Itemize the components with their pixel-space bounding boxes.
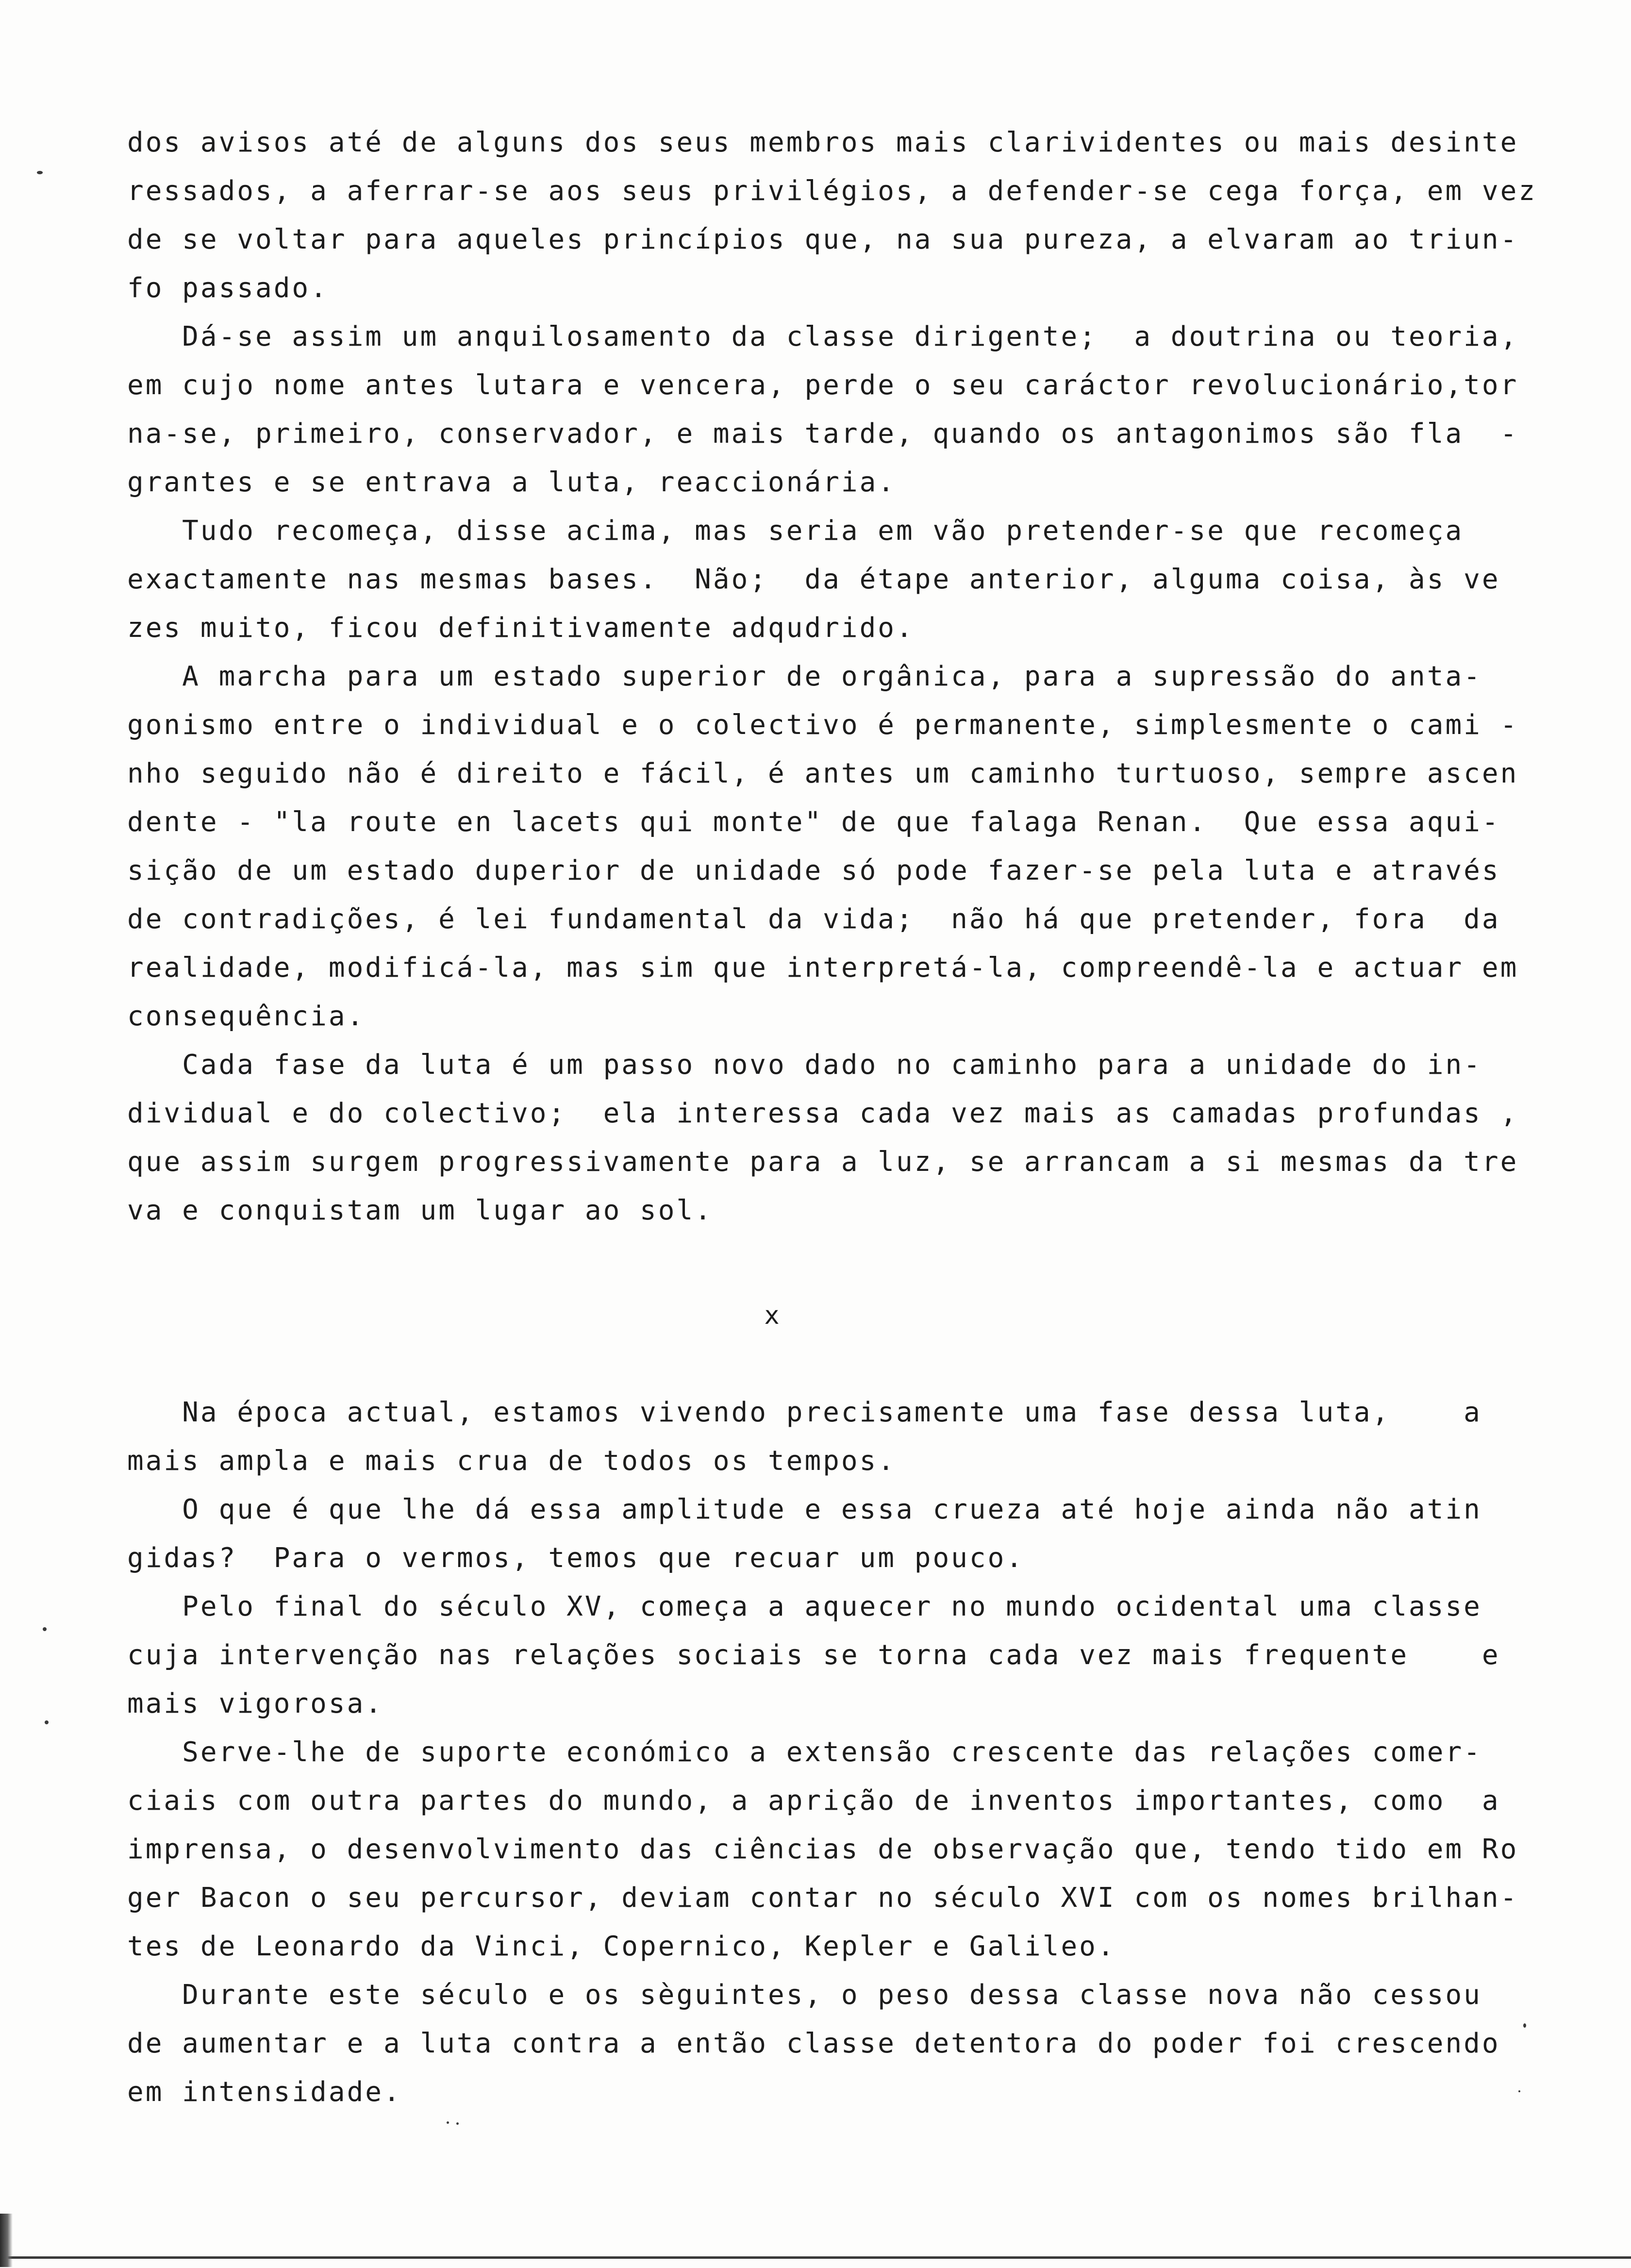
text-line: mais ampla e mais crua de todos os tempos. <box>127 1445 897 1477</box>
text-line: dos avisos até de alguns dos seus membros mais clarividentes ou mais desinte <box>127 127 1519 158</box>
text-line: ciais com outra partes do mundo, a aprição de inventos importantes, como a <box>127 1785 1500 1817</box>
text-line: cuja intervenção nas relações sociais se torna cada vez mais frequente e <box>127 1639 1500 1671</box>
text-line: dividual e do colectivo; ela interessa cada vez mais as camadas profundas , <box>127 1098 1519 1129</box>
scan-speck <box>447 2121 449 2124</box>
text-line: mais vigorosa. <box>127 1688 384 1719</box>
text-line: dente - "la route en lacets qui monte" de que falaga Renan. Que essa aqui- <box>127 806 1500 838</box>
body-text-part-2 <box>127 1388 1519 2117</box>
text-line: va e conquistam um lugar ao sol. <box>127 1195 713 1226</box>
text-line: Tudo recomeça, disse acima, mas seria em vão pretender-se que recomeça <box>127 515 1464 547</box>
scan-speck <box>1523 2023 1526 2028</box>
text-line: gidas? Para o vermos, temos que recuar um pouco. <box>127 1542 1025 1574</box>
scan-speck <box>1518 2090 1520 2092</box>
text-line: realidade, modificá-la, mas sim que interpretá-la, compreendê-la e actuar em <box>127 952 1519 984</box>
text-line: em cujo nome antes lutara e vencera, perde o seu caráctor revolucionário,tor <box>127 369 1519 401</box>
text-line: zes muito, ficou definitivamente adqudrido. <box>127 612 915 644</box>
scan-speck <box>456 2122 459 2125</box>
text-line: imprensa, o desenvolvimento das ciências de observação que, tendo tido em Ro <box>127 1834 1519 1865</box>
text-line: em intensidade. <box>127 2076 402 2108</box>
text-line: que assim surgem progressivamente para a luz, se arrancam a si mesmas da tre <box>127 1146 1519 1178</box>
text-line: O que é que lhe dá essa amplitude e essa crueza até hoje ainda não atin <box>127 1494 1482 1525</box>
text-line: sição de um estado duperior de unidade só pode fazer-se pela luta e através <box>127 855 1500 886</box>
text-line: exactamente nas mesmas bases. Não; da étape anterior, alguma coisa, às ve <box>127 564 1500 595</box>
text-line: tes de Leonardo da Vinci, Copernico, Kepler e Galileo. <box>127 1931 1116 1962</box>
text-line: de se voltar para aqueles princípios que, na sua pureza, a elvaram ao triun- <box>127 224 1519 255</box>
text-line: A marcha para um estado superior de orgânica, para a supressão do anta- <box>127 661 1482 692</box>
text-line: consequência. <box>127 1001 366 1032</box>
text-line: na-se, primeiro, conservador, e mais tarde, quando os antagonimos são fla - <box>127 418 1519 450</box>
text-line: Cada fase da luta é um passo novo dado no caminho para a unidade do in- <box>127 1049 1482 1081</box>
text-line: gonismo entre o individual e o colectivo é permanente, simplesmente o cami - <box>127 709 1519 741</box>
text-line: de contradições, é lei fundamental da vida; não há que pretender, fora da <box>127 903 1500 935</box>
text-line: de aumentar e a luta contra a então classe detentora do poder foi crescendo <box>127 2028 1500 2059</box>
section-separator: x <box>764 1301 780 1330</box>
text-line: nho seguido não é direito e fácil, é antes um caminho turtuoso, sempre ascen <box>127 758 1519 789</box>
text-line: ger Bacon o seu percursor, deviam contar no século XVI com os nomes brilhan- <box>127 1882 1519 1914</box>
text-line: fo passado. <box>127 272 329 304</box>
scan-speck <box>43 1627 47 1631</box>
page-bottom-edge <box>0 2256 1631 2259</box>
text-line: Pelo final do século XV, começa a aquecer no mundo ocidental uma classe <box>127 1591 1482 1622</box>
text-line: Dá-se assim um anquilosamento da classe dirigente; a doutrina ou teoria, <box>127 321 1519 352</box>
scan-speck <box>45 1720 49 1724</box>
page-corner-shadow <box>0 2214 13 2267</box>
body-text-part-1 <box>127 118 1537 1235</box>
text-line: Serve-lhe de suporte económico a extensão crescente das relações comer- <box>127 1736 1482 1768</box>
text-line: ressados, a aferrar-se aos seus privilégios, a defender-se cega força, em vez <box>127 175 1537 207</box>
text-line: Na época actual, estamos vivendo precisamente uma fase dessa luta, a <box>127 1397 1482 1428</box>
text-line: Durante este século e os sèguintes, o peso dessa classe nova não cessou <box>127 1979 1482 2011</box>
text-line: grantes e se entrava a luta, reaccionária. <box>127 467 897 498</box>
scan-speck <box>37 171 43 174</box>
